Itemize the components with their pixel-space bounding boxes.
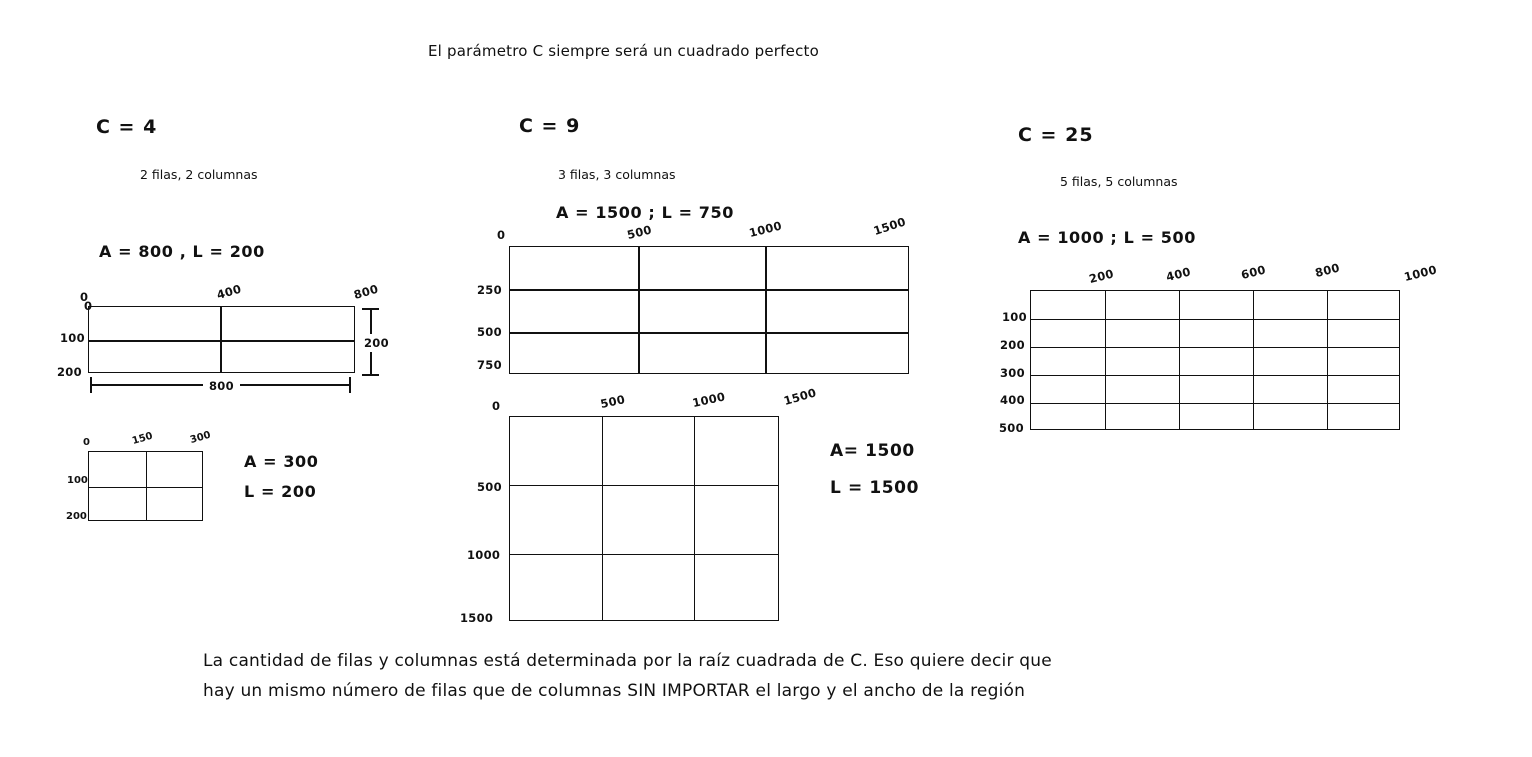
xtick-c9b-1500: 1500: [782, 385, 818, 408]
side-label-c9b-L: L = 1500: [830, 478, 920, 498]
grid-c9-1500x750: [509, 246, 909, 374]
xtick-c4a-0: 0: [80, 290, 89, 304]
ytick-c9b-1000: 1000: [467, 548, 501, 562]
xtick-c9b-500: 500: [599, 392, 627, 411]
gridline-vertical: [1179, 291, 1180, 429]
xtick-c4a-400: 400: [215, 281, 243, 302]
height-label-c4a: 200: [364, 336, 389, 350]
gridline-vertical: [765, 247, 767, 373]
ytick-c9a-250: 250: [477, 283, 502, 297]
gridline-horizontal: [510, 554, 778, 555]
height-arrow-cap-top: [362, 308, 379, 310]
case-subtitle-c25: 5 filas, 5 columnas: [1060, 174, 1178, 189]
gridline-vertical: [1105, 291, 1106, 429]
side-label-c9b-A: A= 1500: [830, 441, 915, 461]
gridline-horizontal: [89, 487, 202, 488]
xtick-c4a-800: 800: [352, 281, 380, 302]
ytick-c25-500: 500: [999, 421, 1024, 435]
gridline-horizontal: [510, 289, 908, 291]
xtick-c25-200: 200: [1087, 266, 1116, 286]
dims-c9-a: A = 1500 ; L = 750: [556, 203, 734, 222]
xtick-c9a-1500: 1500: [871, 214, 908, 238]
gridline-vertical: [1253, 291, 1254, 429]
xtick-c25-1000: 1000: [1402, 262, 1439, 284]
gridline-vertical: [694, 417, 695, 620]
grid-c4-800x200: [88, 306, 355, 373]
gridline-horizontal: [510, 485, 778, 486]
grid-c25-1000x500: [1030, 290, 1400, 430]
xtick-c25-600: 600: [1239, 262, 1268, 282]
case-subtitle-c9: 3 filas, 3 columnas: [558, 167, 676, 182]
width-brace-cap-left: [90, 377, 92, 393]
ytick-c25-100: 100: [1002, 310, 1027, 324]
ytick-c4a-0: 0: [84, 299, 93, 313]
gridline-horizontal: [1031, 375, 1399, 376]
xtick-c9b-0: 0: [492, 399, 501, 413]
ytick-c25-300: 300: [1000, 366, 1025, 380]
gridline-horizontal: [89, 340, 354, 342]
xtick-c25-800: 800: [1313, 260, 1342, 280]
gridline-horizontal: [1031, 347, 1399, 348]
height-arrow-cap-bottom: [362, 374, 379, 376]
ytick-c9b-1500: 1500: [460, 611, 494, 625]
ytick-c9b-500: 500: [477, 480, 502, 494]
ytick-c9a-500: 500: [477, 325, 502, 339]
ytick-c25-400: 400: [1000, 393, 1025, 407]
xtick-c9a-500: 500: [625, 222, 654, 242]
case-title-c25: C = 25: [1018, 124, 1094, 146]
ytick-c4b-100: 100: [67, 475, 88, 486]
ytick-c25-200: 200: [1000, 338, 1025, 352]
width-label-c4a: 800: [203, 379, 240, 393]
page-title: El parámetro C siempre será un cuadrado perfecto: [428, 42, 819, 60]
case-subtitle-c4: 2 filas, 2 columnas: [140, 167, 258, 182]
case-title-c4: C = 4: [96, 116, 158, 138]
dims-c25: A = 1000 ; L = 500: [1018, 228, 1196, 247]
width-brace-cap-right: [349, 377, 351, 393]
ytick-c4b-200: 200: [66, 511, 87, 522]
gridline-horizontal: [510, 332, 908, 334]
gridline-vertical: [638, 247, 640, 373]
footer-line-1: La cantidad de filas y columnas está determinada por la raíz cuadrada de C. Eso quiere decir que: [203, 651, 1052, 671]
ytick-c4a-200: 200: [57, 365, 82, 379]
gridline-horizontal: [1031, 403, 1399, 404]
side-label-c4b-A: A = 300: [244, 452, 319, 471]
xtick-c25-400: 400: [1164, 264, 1193, 284]
grid-c4-300x200: [88, 451, 203, 521]
gridline-vertical: [1327, 291, 1328, 429]
xtick-c4b-150: 150: [130, 430, 155, 447]
xtick-c4b-300: 300: [188, 429, 213, 446]
xtick-c9b-1000: 1000: [691, 389, 727, 410]
grid-c9-1500x1500: [509, 416, 779, 621]
xtick-c9a-0: 0: [497, 228, 506, 242]
ytick-c9a-750: 750: [477, 358, 502, 372]
gridline-horizontal: [1031, 319, 1399, 320]
dims-c4-a: A = 800 , L = 200: [99, 242, 265, 261]
gridline-vertical: [602, 417, 603, 620]
side-label-c4b-L: L = 200: [244, 482, 317, 501]
gridline-vertical: [146, 452, 147, 520]
case-title-c9: C = 9: [519, 115, 581, 137]
ytick-c4a-100: 100: [60, 331, 85, 345]
xtick-c9a-1000: 1000: [747, 218, 784, 240]
footer-line-2: hay un mismo número de filas que de columnas SIN IMPORTAR el largo y el ancho de la región: [203, 681, 1026, 701]
xtick-c4b-0: 0: [83, 437, 90, 448]
